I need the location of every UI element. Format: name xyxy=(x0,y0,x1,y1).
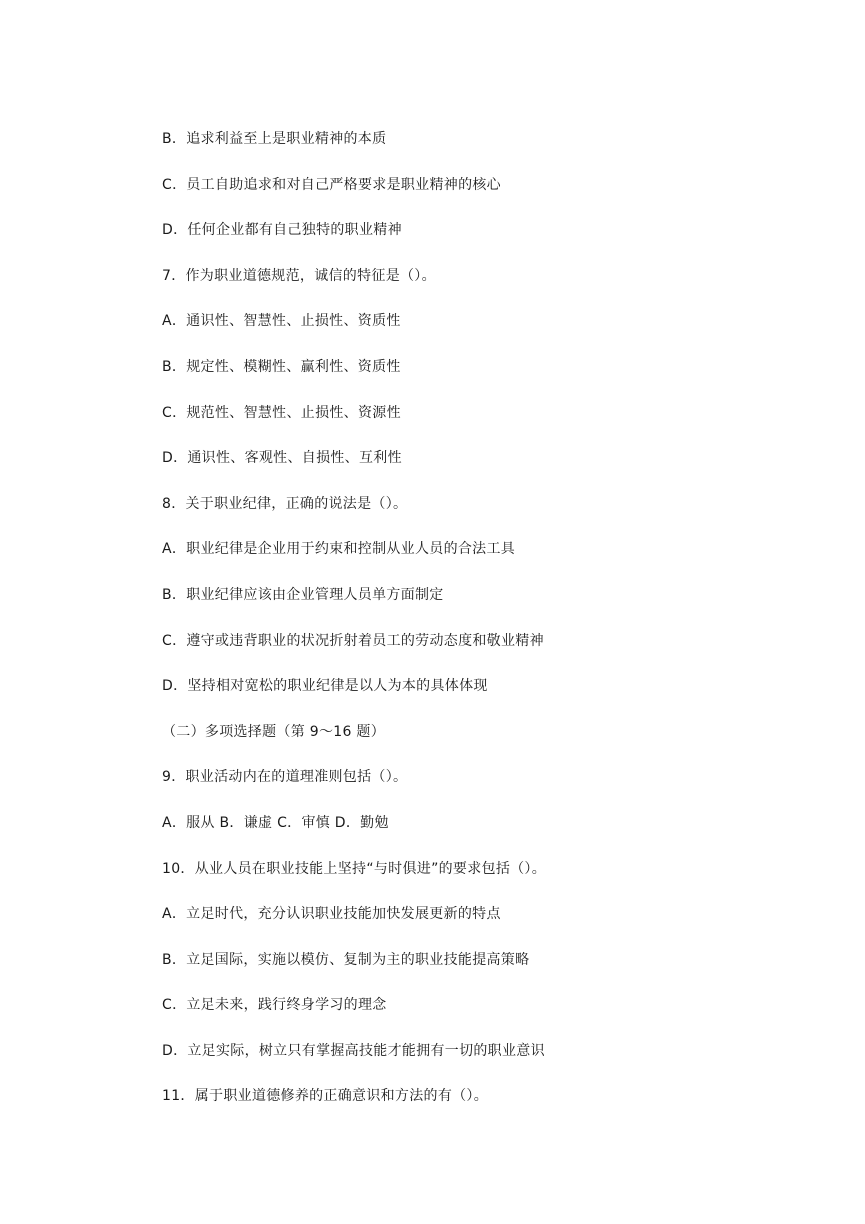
option-line: A．职业纪律是企业用于约束和控制从业人员的合法工具 xyxy=(162,541,516,558)
option-line: D．坚持相对宽松的职业纪律是以人为本的具体体现 xyxy=(162,678,488,695)
question-line: 10．从业人员在职业技能上坚持“与时俱进”的要求包括（）。 xyxy=(162,860,547,877)
document-body xyxy=(162,126,546,1129)
option-line: B．规定性、模糊性、赢利性、资质性 xyxy=(162,358,401,375)
option-line: A．通识性、智慧性、止损性、资质性 xyxy=(162,313,401,330)
option-line: B．职业纪律应该由企业管理人员单方面制定 xyxy=(162,586,444,603)
question-line: 11．属于职业道德修养的正确意识和方法的有（）。 xyxy=(162,1088,489,1105)
option-line: A．立足时代，充分认识职业技能加快发展更新的特点 xyxy=(162,906,501,923)
option-line: D．立足实际，树立只有掌握高技能才能拥有一切的职业意识 xyxy=(162,1042,545,1059)
option-line: C．立足未来，践行终身学习的理念 xyxy=(162,997,387,1014)
option-line: D．通识性、客观性、自损性、互利性 xyxy=(162,450,402,467)
option-line: C．遵守或违背职业的状况折射着员工的劳动态度和敬业精神 xyxy=(162,632,544,649)
question-line: 7．作为职业道德规范，诚信的特征是（）。 xyxy=(162,267,436,284)
question-line: 9．职业活动内在的道理准则包括（）。 xyxy=(162,769,408,786)
option-line: B．立足国际，实施以模仿、复制为主的职业技能提高策略 xyxy=(162,951,530,968)
option-line: B．追求利益至上是职业精神的本质 xyxy=(162,131,387,147)
option-line: C．规范性、智慧性、止损性、资源性 xyxy=(162,404,401,421)
option-line: D．任何企业都有自己独特的职业精神 xyxy=(162,222,402,239)
option-line: A．服从 B．谦虚 C．审慎 D．勤勉 xyxy=(162,814,389,831)
question-line: 8．关于职业纪律，正确的说法是（）。 xyxy=(162,495,408,512)
section-heading: （二）多项选择题（第 9～16 题） xyxy=(162,723,386,740)
option-line: C．员工自助追求和对自己严格要求是职业精神的核心 xyxy=(162,176,501,193)
